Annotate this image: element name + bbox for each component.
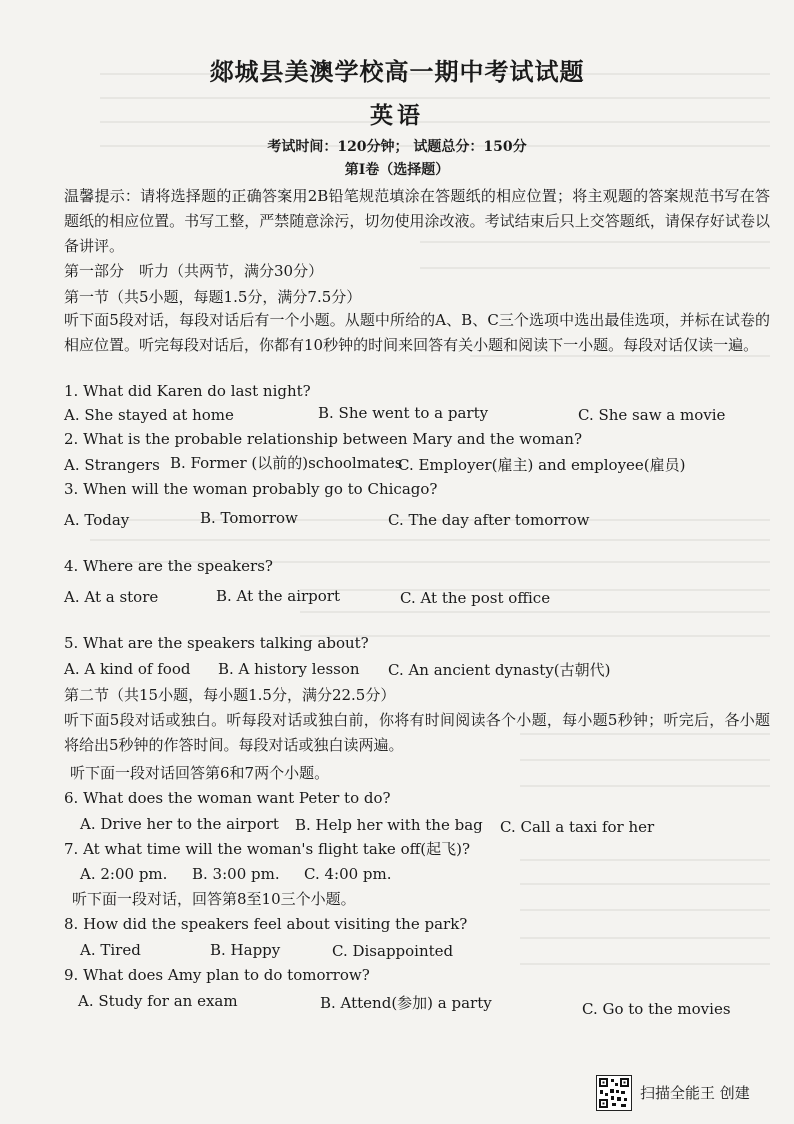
question-6-option-c: C. Call a taxi for her xyxy=(500,818,655,836)
subject-heading: 英语 xyxy=(370,102,424,129)
question-9-stem: 9. What does Amy plan to do tomorrow? xyxy=(64,966,370,984)
question-1-option-b: B. She went to a party xyxy=(318,404,489,422)
question-2-option-b: B. Former (以前的)schoolmates xyxy=(170,454,403,472)
question-3-option-b: B. Tomorrow xyxy=(200,509,298,527)
question-1-stem: 1. What did Karen do last night? xyxy=(64,382,311,400)
part-one-heading: 第一部分 听力（共两节，满分30分） xyxy=(64,262,324,280)
question-4-stem: 4. Where are the speakers? xyxy=(64,557,273,575)
question-7-stem: 7. At what time will the woman's flight take off(起飞)? xyxy=(64,840,470,858)
question-6-option-a: A. Drive her to the airport xyxy=(80,815,279,833)
section-one-heading: 第一节（共5小题，每题1.5分，满分7.5分） xyxy=(64,288,362,306)
exam-title: 郯城县美澳学校高一期中考试试题 xyxy=(209,57,585,86)
question-5-option-c: C. An ancient dynasty(古朝代) xyxy=(388,661,611,679)
question-8-option-b: B. Happy xyxy=(210,941,281,959)
question-6-option-b: B. Help her with the bag xyxy=(295,816,483,834)
question-2-stem: 2. What is the probable relationship between Mary and the woman? xyxy=(64,430,583,448)
dialogue-8-10-intro: 听下面一段对话，回答第8至10三个小题。 xyxy=(72,890,356,908)
question-8-stem: 8. How did the speakers feel about visiting the park? xyxy=(64,915,468,933)
question-7-option-a: A. 2:00 pm. xyxy=(80,865,168,883)
scanner-watermark: 扫描全能王 创建 xyxy=(640,1084,750,1102)
section-two-heading: 第二节（共15小题，每小题1.5分，满分22.5分） xyxy=(64,686,396,704)
question-9-option-c: C. Go to the movies xyxy=(582,1000,731,1018)
question-3-option-c: C. The day after tomorrow xyxy=(388,511,590,529)
question-1-option-a: A. She stayed at home xyxy=(64,406,234,424)
qr-code-icon xyxy=(596,1075,632,1111)
question-1-option-c: C. She saw a movie xyxy=(578,406,726,424)
question-9-option-b: B. Attend(参加) a party xyxy=(320,994,492,1012)
dialogue-6-7-intro: 听下面一段对话回答第6和7两个小题。 xyxy=(70,764,330,782)
question-4-option-c: C. At the post office xyxy=(400,589,551,607)
question-8-option-a: A. Tired xyxy=(80,941,141,959)
question-7-option-c: C. 4:00 pm. xyxy=(304,865,392,883)
question-9-option-a: A. Study for an exam xyxy=(78,992,238,1010)
notice-paragraph: 温馨提示：请将选择题的正确答案用2B铅笔规范填涂在答题纸的相应位置；将主观题的答案规范书写在答题纸的相应位置。书写工整，严禁随意涂污，切勿使用涂改液。考试结束后只上交答题纸，请保存好试卷以备讲评。 xyxy=(64,187,770,255)
section-one-instructions: 听下面5段对话，每段对话后有一个小题。从题中所给的A、B、C三个选项中选出最佳选项，并标在试卷的相应位置。听完每段对话后，你都有10秒钟的时间来回答有关小题和阅读下一小题。每段对话仅读一遍。 xyxy=(64,311,770,354)
question-6-stem: 6. What does the woman want Peter to do? xyxy=(64,789,391,807)
question-3-stem: 3. When will the woman probably go to Chicago? xyxy=(64,480,438,498)
question-5-stem: 5. What are the speakers talking about? xyxy=(64,634,369,652)
volume-heading: 第Ⅰ卷（选择题） xyxy=(344,162,450,178)
question-4-option-a: A. At a store xyxy=(64,588,159,606)
question-4-option-b: B. At the airport xyxy=(216,587,340,605)
question-5-option-b: B. A history lesson xyxy=(218,660,360,678)
question-7-option-b: B. 3:00 pm. xyxy=(192,865,280,883)
exam-time-and-score: 考试时间：120分钟； 试题总分：150分 xyxy=(267,139,527,155)
question-3-option-a: A. Today xyxy=(64,511,130,529)
section-two-instructions: 听下面5段对话或独白。听每段对话或独白前，你将有时间阅读各个小题，每小题5秒钟；听完后，各小题将给出5秒钟的作答时间。每段对话或独白读两遍。 xyxy=(64,711,770,754)
question-2-option-a: A. Strangers xyxy=(64,456,160,474)
question-2-option-c: C. Employer(雇主) and employee(雇员) xyxy=(398,456,686,474)
question-8-option-c: C. Disappointed xyxy=(332,942,454,960)
question-5-option-a: A. A kind of food xyxy=(64,660,191,678)
